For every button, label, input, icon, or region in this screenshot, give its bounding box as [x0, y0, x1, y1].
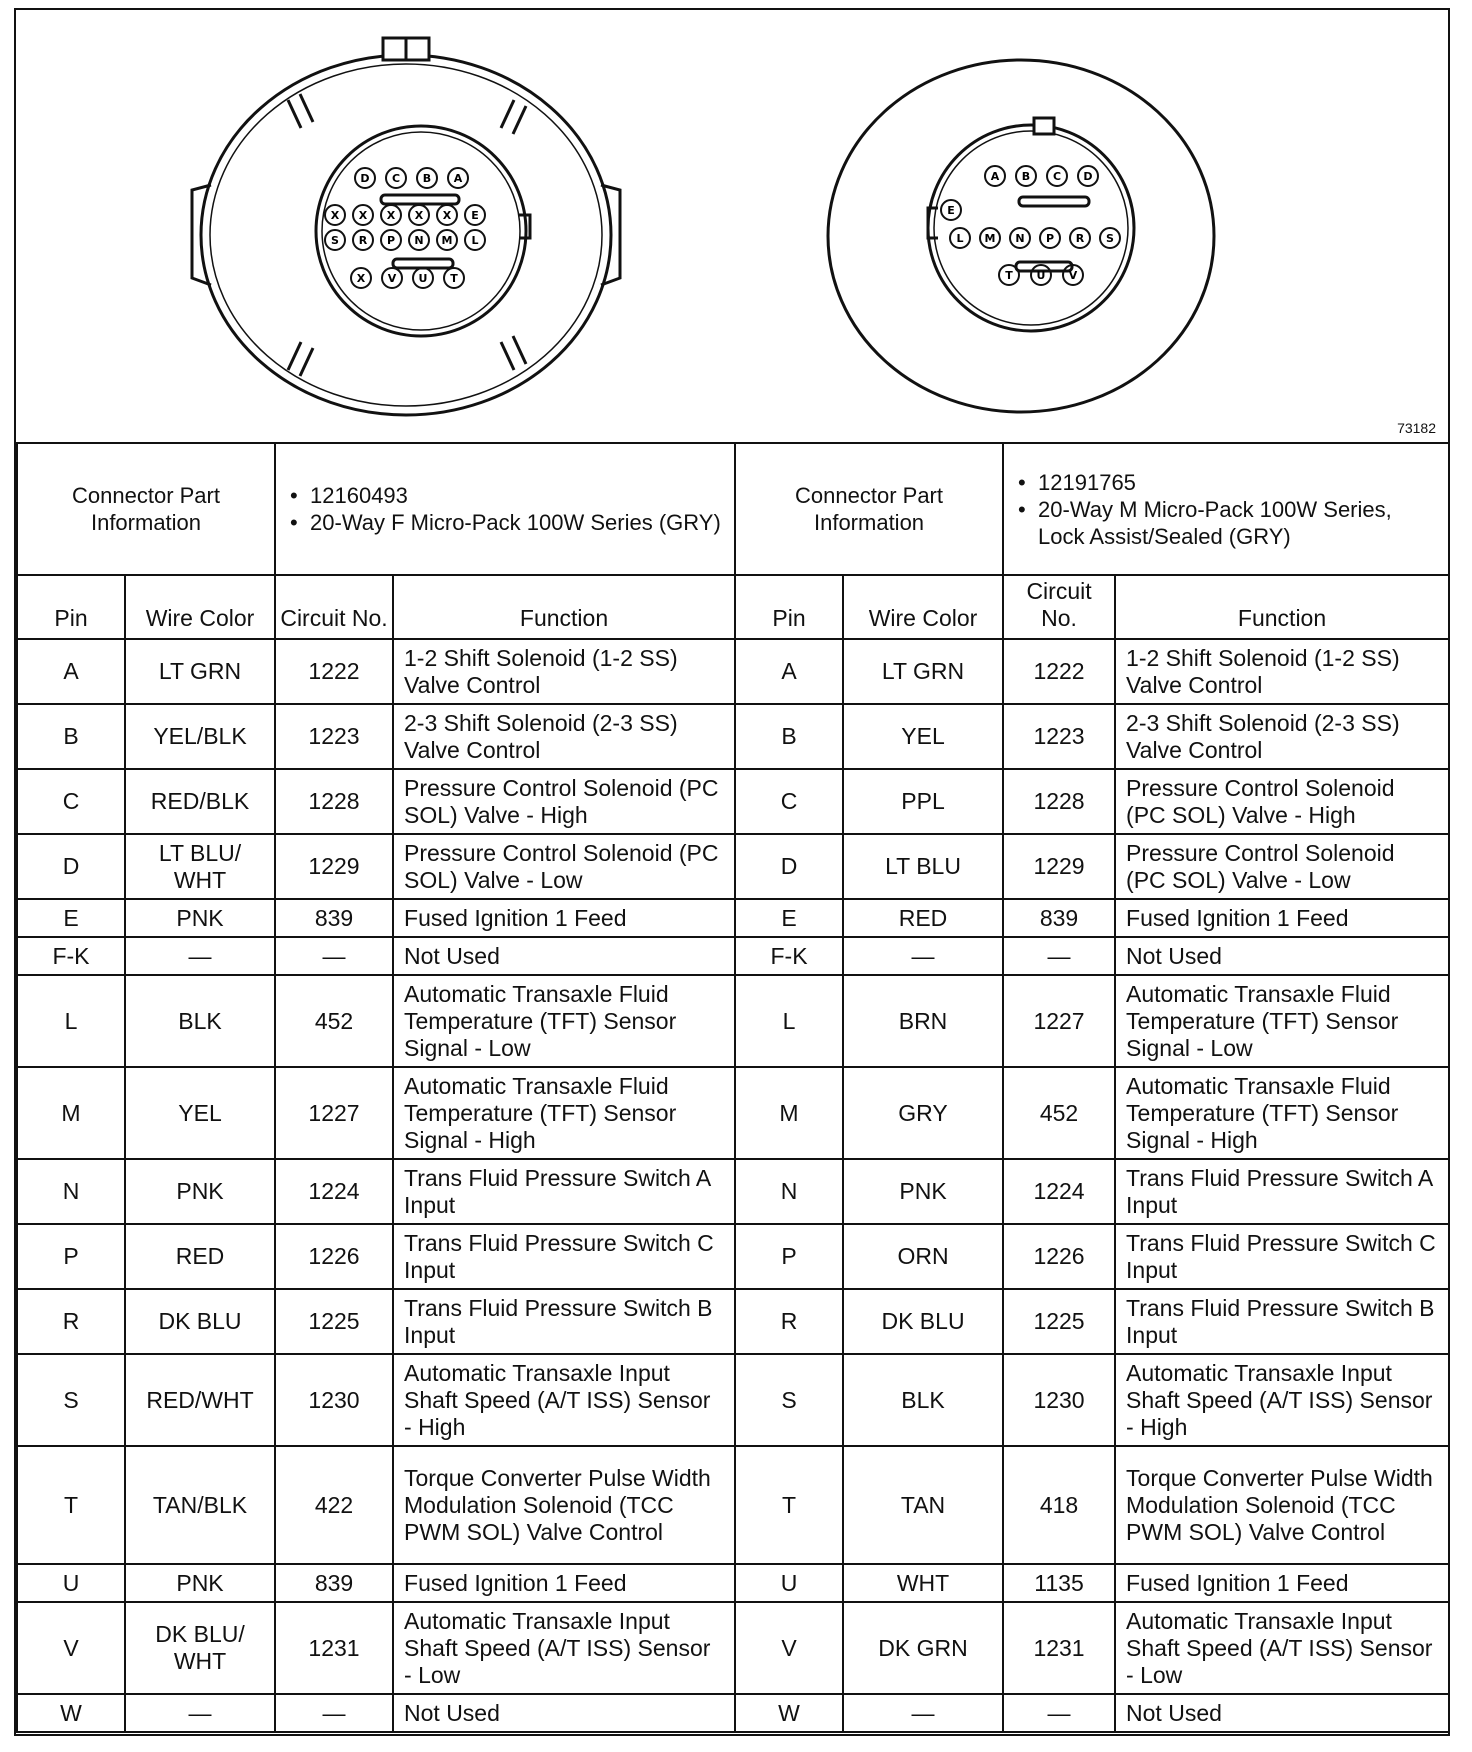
- pin-label: P: [386, 234, 396, 247]
- right-part-info: [1003, 443, 1449, 575]
- pin-label: L: [956, 232, 964, 245]
- circuit-cell: —: [275, 937, 393, 975]
- circuit-cell: 452: [275, 975, 393, 1067]
- pin-cell: T: [17, 1446, 125, 1564]
- wire-color-cell: DK BLU: [843, 1289, 1003, 1354]
- circuit-cell: 1231: [1003, 1602, 1115, 1694]
- function-cell: 2-3 Shift Solenoid (2-3 SS) Valve Control: [393, 704, 735, 769]
- circuit-cell: 1224: [275, 1159, 393, 1224]
- function-cell: Automatic Transaxle Fluid Temperature (TFT) Sensor Signal - High: [393, 1067, 735, 1159]
- function-cell: Not Used: [393, 1694, 735, 1732]
- circuit-cell: —: [275, 1694, 393, 1732]
- pin-cell: N: [17, 1159, 125, 1224]
- circuit-cell: 1230: [1003, 1354, 1115, 1446]
- function-cell: Trans Fluid Pressure Switch B Input: [393, 1289, 735, 1354]
- circuit-cell: 1222: [275, 639, 393, 704]
- function-cell: Not Used: [1115, 1694, 1449, 1732]
- function-cell: Automatic Transaxle Fluid Temperature (TFT) Sensor Signal - Low: [1115, 975, 1449, 1067]
- circuit-cell: 1225: [1003, 1289, 1115, 1354]
- function-cell: Pressure Control Solenoid (PC SOL) Valve - High: [393, 769, 735, 834]
- wire-color-cell: —: [125, 1694, 275, 1732]
- right-part-number: • 12191765: [1014, 469, 1438, 496]
- pin-cell: M: [17, 1067, 125, 1159]
- left-part-label: Connector Part Information: [17, 443, 275, 575]
- header-circuit: Circuit No.: [275, 575, 393, 639]
- wire-color-cell: PNK: [125, 1564, 275, 1602]
- pin-cell: F-K: [735, 937, 843, 975]
- circuit-cell: 1227: [275, 1067, 393, 1159]
- circuit-cell: 452: [1003, 1067, 1115, 1159]
- pin-label: B: [422, 172, 432, 185]
- circuit-cell: 1229: [275, 834, 393, 899]
- wire-color-cell: LT BLU/ WHT: [125, 834, 275, 899]
- left-part-info: [275, 443, 735, 575]
- function-cell: Trans Fluid Pressure Switch C Input: [393, 1224, 735, 1289]
- table-row: [17, 639, 1449, 704]
- pin-label: N: [414, 234, 424, 247]
- circuit-cell: 1228: [1003, 769, 1115, 834]
- wire-color-cell: PNK: [843, 1159, 1003, 1224]
- pin-cell: V: [735, 1602, 843, 1694]
- circuit-cell: 839: [275, 899, 393, 937]
- pin-label: M: [441, 234, 453, 247]
- pin-cell: M: [735, 1067, 843, 1159]
- function-cell: Automatic Transaxle Input Shaft Speed (A/T ISS) Sensor - High: [393, 1354, 735, 1446]
- pin-cell: P: [735, 1224, 843, 1289]
- wire-color-cell: DK BLU/ WHT: [125, 1602, 275, 1694]
- pin-cell: U: [735, 1564, 843, 1602]
- wire-color-cell: LT GRN: [125, 639, 275, 704]
- circuit-cell: 839: [1003, 899, 1115, 937]
- wire-color-cell: BLK: [843, 1354, 1003, 1446]
- circuit-cell: 422: [275, 1446, 393, 1564]
- pin-label: L: [471, 234, 479, 247]
- pin-cell: S: [735, 1354, 843, 1446]
- pin-cell: D: [735, 834, 843, 899]
- function-cell: 1-2 Shift Solenoid (1-2 SS) Valve Control: [393, 639, 735, 704]
- pin-cell: A: [17, 639, 125, 704]
- header-circuit: Circuit No.: [1003, 575, 1115, 639]
- circuit-cell: —: [1003, 937, 1115, 975]
- table-row: [17, 1159, 1449, 1224]
- function-cell: Automatic Transaxle Input Shaft Speed (A/T ISS) Sensor - High: [1115, 1354, 1449, 1446]
- pin-cell: L: [17, 975, 125, 1067]
- wire-color-cell: RED: [125, 1224, 275, 1289]
- pin-cell: C: [735, 769, 843, 834]
- circuit-cell: 1227: [1003, 975, 1115, 1067]
- connector-part-info-row: [17, 443, 1449, 575]
- wire-color-cell: YEL/BLK: [125, 704, 275, 769]
- function-cell: Pressure Control Solenoid (PC SOL) Valve - Low: [1115, 834, 1449, 899]
- pin-label: X: [358, 209, 368, 222]
- table-row: [17, 899, 1449, 937]
- table-row: [17, 1224, 1449, 1289]
- figure-id: 73182: [1397, 420, 1436, 436]
- function-cell: Torque Converter Pulse Width Modulation Solenoid (TCC PWM SOL) Valve Control: [1115, 1446, 1449, 1564]
- right-connector-pins: [941, 166, 1120, 285]
- pin-label: B: [1021, 170, 1031, 183]
- circuit-cell: 1226: [275, 1224, 393, 1289]
- pin-label: U: [1036, 269, 1046, 282]
- pin-cell: T: [735, 1446, 843, 1564]
- pin-label: R: [1075, 232, 1085, 245]
- pin-label: V: [1068, 269, 1078, 282]
- pin-cell: R: [17, 1289, 125, 1354]
- wire-color-cell: GRY: [843, 1067, 1003, 1159]
- pin-label: C: [391, 172, 401, 185]
- pin-cell: A: [735, 639, 843, 704]
- circuit-cell: 1226: [1003, 1224, 1115, 1289]
- pin-label: D: [360, 172, 370, 185]
- table-row: [17, 1446, 1449, 1564]
- pin-cell: E: [17, 899, 125, 937]
- wire-color-cell: RED/WHT: [125, 1354, 275, 1446]
- pin-label: S: [331, 234, 339, 247]
- table-row: [17, 704, 1449, 769]
- table-row: [17, 975, 1449, 1067]
- right-part-label: Connector Part Information: [735, 443, 1003, 575]
- header-pin: Pin: [17, 575, 125, 639]
- pinout-table: [16, 442, 1450, 1733]
- wire-color-cell: BRN: [843, 975, 1003, 1067]
- function-cell: Fused Ignition 1 Feed: [393, 1564, 735, 1602]
- pin-cell: C: [17, 769, 125, 834]
- wire-color-cell: LT BLU: [843, 834, 1003, 899]
- function-cell: Not Used: [1115, 937, 1449, 975]
- left-connector-face: [192, 38, 620, 415]
- function-cell: Torque Converter Pulse Width Modulation Solenoid (TCC PWM SOL) Valve Control: [393, 1446, 735, 1564]
- circuit-cell: 1229: [1003, 834, 1115, 899]
- pin-label: E: [947, 204, 955, 217]
- circuit-cell: 418: [1003, 1446, 1115, 1564]
- pin-cell: L: [735, 975, 843, 1067]
- table-row: [17, 834, 1449, 899]
- pin-label: M: [984, 232, 996, 245]
- wire-color-cell: PPL: [843, 769, 1003, 834]
- pin-cell: W: [17, 1694, 125, 1732]
- function-cell: Automatic Transaxle Fluid Temperature (TFT) Sensor Signal - High: [1115, 1067, 1449, 1159]
- circuit-cell: 839: [275, 1564, 393, 1602]
- pin-label: E: [471, 209, 479, 222]
- pin-label: X: [330, 209, 340, 222]
- pin-label: N: [1015, 232, 1025, 245]
- pin-label: X: [356, 272, 366, 285]
- function-cell: Trans Fluid Pressure Switch A Input: [393, 1159, 735, 1224]
- circuit-cell: 1225: [275, 1289, 393, 1354]
- table-row: [17, 937, 1449, 975]
- wire-color-cell: RED: [843, 899, 1003, 937]
- pin-cell: S: [17, 1354, 125, 1446]
- wire-color-cell: BLK: [125, 975, 275, 1067]
- table-row: [17, 1602, 1449, 1694]
- table-row: [17, 1289, 1449, 1354]
- pin-label: A: [453, 172, 463, 185]
- pin-cell: U: [17, 1564, 125, 1602]
- pin-label: X: [442, 209, 452, 222]
- wire-color-cell: PNK: [125, 1159, 275, 1224]
- pin-label: C: [1052, 170, 1062, 183]
- function-cell: Fused Ignition 1 Feed: [393, 899, 735, 937]
- circuit-cell: 1222: [1003, 639, 1115, 704]
- pin-cell: D: [17, 834, 125, 899]
- wire-color-cell: YEL: [843, 704, 1003, 769]
- pin-label: U: [418, 272, 428, 285]
- pinout-sheet: [14, 8, 1450, 1736]
- left-part-number: • 12160493: [286, 482, 724, 509]
- function-cell: Fused Ignition 1 Feed: [1115, 899, 1449, 937]
- circuit-cell: 1223: [275, 704, 393, 769]
- pin-label: R: [358, 234, 368, 247]
- circuit-cell: 1223: [1003, 704, 1115, 769]
- wire-color-cell: TAN/BLK: [125, 1446, 275, 1564]
- function-cell: Automatic Transaxle Input Shaft Speed (A/T ISS) Sensor - Low: [1115, 1602, 1449, 1694]
- header-pin: Pin: [735, 575, 843, 639]
- circuit-cell: 1231: [275, 1602, 393, 1694]
- header-function: Function: [1115, 575, 1449, 639]
- function-cell: Pressure Control Solenoid (PC SOL) Valve - High: [1115, 769, 1449, 834]
- connector-drawing: [16, 10, 1448, 442]
- pin-cell: N: [735, 1159, 843, 1224]
- pin-cell: F-K: [17, 937, 125, 975]
- wire-color-cell: DK BLU: [125, 1289, 275, 1354]
- left-connector-pins: [325, 168, 485, 288]
- function-cell: Trans Fluid Pressure Switch C Input: [1115, 1224, 1449, 1289]
- function-cell: Fused Ignition 1 Feed: [1115, 1564, 1449, 1602]
- header-wire-color: Wire Color: [125, 575, 275, 639]
- function-cell: Pressure Control Solenoid (PC SOL) Valve - Low: [393, 834, 735, 899]
- wire-color-cell: —: [843, 937, 1003, 975]
- circuit-cell: 1230: [275, 1354, 393, 1446]
- pin-label: A: [990, 170, 1000, 183]
- table-row: [17, 769, 1449, 834]
- pin-label: T: [450, 272, 458, 285]
- pin-label: X: [386, 209, 396, 222]
- wire-color-cell: —: [125, 937, 275, 975]
- pin-label: D: [1083, 170, 1093, 183]
- header-wire-color: Wire Color: [843, 575, 1003, 639]
- wire-color-cell: TAN: [843, 1446, 1003, 1564]
- wire-color-cell: PNK: [125, 899, 275, 937]
- pin-cell: E: [735, 899, 843, 937]
- column-header-row: [17, 575, 1449, 639]
- pin-cell: V: [17, 1602, 125, 1694]
- function-cell: Trans Fluid Pressure Switch A Input: [1115, 1159, 1449, 1224]
- circuit-cell: 1228: [275, 769, 393, 834]
- pin-label: V: [387, 272, 397, 285]
- pin-label: T: [1005, 269, 1013, 282]
- pin-label: P: [1045, 232, 1055, 245]
- pin-label: S: [1106, 232, 1114, 245]
- function-cell: 2-3 Shift Solenoid (2-3 SS) Valve Control: [1115, 704, 1449, 769]
- pin-cell: W: [735, 1694, 843, 1732]
- table-row: [17, 1564, 1449, 1602]
- function-cell: 1-2 Shift Solenoid (1-2 SS) Valve Control: [1115, 639, 1449, 704]
- circuit-cell: —: [1003, 1694, 1115, 1732]
- table-row: [17, 1067, 1449, 1159]
- pin-cell: B: [17, 704, 125, 769]
- function-cell: Trans Fluid Pressure Switch B Input: [1115, 1289, 1449, 1354]
- pin-cell: R: [735, 1289, 843, 1354]
- wire-color-cell: DK GRN: [843, 1602, 1003, 1694]
- function-cell: Automatic Transaxle Fluid Temperature (TFT) Sensor Signal - Low: [393, 975, 735, 1067]
- wire-color-cell: RED/BLK: [125, 769, 275, 834]
- wire-color-cell: WHT: [843, 1564, 1003, 1602]
- left-part-desc: • 20-Way F Micro-Pack 100W Series (GRY): [286, 509, 724, 536]
- pin-cell: B: [735, 704, 843, 769]
- header-function: Function: [393, 575, 735, 639]
- table-row: [17, 1354, 1449, 1446]
- wire-color-cell: ORN: [843, 1224, 1003, 1289]
- function-cell: Automatic Transaxle Input Shaft Speed (A/T ISS) Sensor - Low: [393, 1602, 735, 1694]
- wire-color-cell: LT GRN: [843, 639, 1003, 704]
- wire-color-cell: —: [843, 1694, 1003, 1732]
- pin-cell: P: [17, 1224, 125, 1289]
- circuit-cell: 1135: [1003, 1564, 1115, 1602]
- circuit-cell: 1224: [1003, 1159, 1115, 1224]
- pin-label: X: [414, 209, 424, 222]
- function-cell: Not Used: [393, 937, 735, 975]
- right-part-desc: • 20-Way M Micro-Pack 100W Series, Lock Assist/Sealed (GRY): [1014, 496, 1438, 550]
- connector-diagram: [16, 10, 1448, 444]
- wire-color-cell: YEL: [125, 1067, 275, 1159]
- table-row: [17, 1694, 1449, 1732]
